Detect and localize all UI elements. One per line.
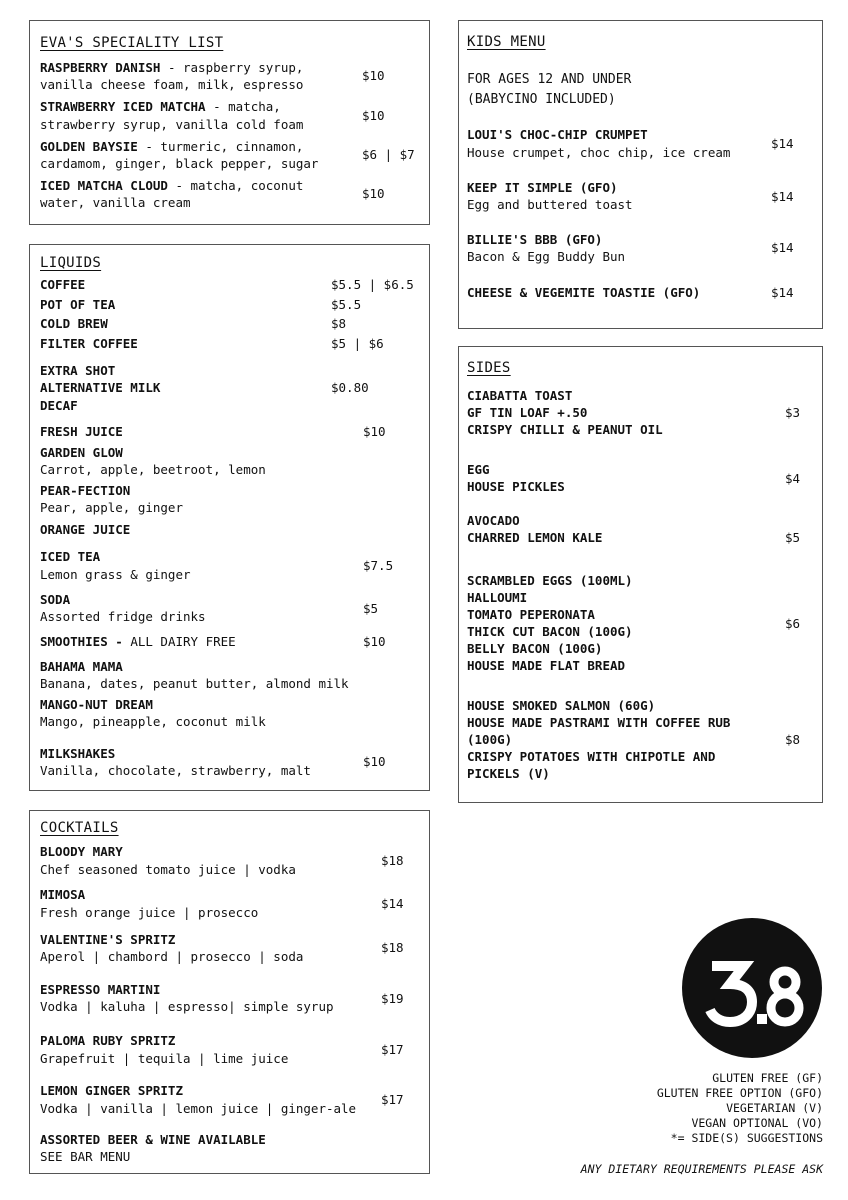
menu-item-price: $14 (771, 136, 794, 151)
side-item: HOUSE SMOKED SALMON (60G) (467, 698, 656, 713)
menu-item-name: ICED TEA (40, 549, 101, 564)
menu-item-desc: Vodka | vanilla | lemon juice | ginger-ale (40, 1101, 357, 1116)
menu-item-price: $4 (785, 471, 801, 486)
menu-item-price: $5 | $6 (331, 336, 384, 351)
side-item: CIABATTA TOAST (467, 388, 573, 403)
menu-item-price: $10 (362, 108, 385, 123)
dietary-legend (657, 1071, 823, 1146)
menu-item-name: BLOODY MARY (40, 844, 123, 859)
menu-item-name: GARDEN GLOW (40, 445, 123, 460)
menu-item-name: STRAWBERRY ICED MATCHA - matcha, (40, 99, 281, 114)
side-item: CHARRED LEMON KALE (467, 530, 603, 545)
menu-item-desc: Mango, pineapple, coconut milk (40, 714, 266, 729)
menu-item-desc: Aperol | chambord | prosecco | soda (40, 949, 304, 964)
menu-item-price: $19 (381, 991, 404, 1006)
side-item: HALLOUMI (467, 590, 528, 605)
menu-item-desc: Fresh orange juice | prosecco (40, 905, 259, 920)
menu-item-desc: Bacon & Egg Buddy Bun (467, 249, 626, 264)
menu-item-desc: SEE BAR MENU (40, 1149, 131, 1164)
side-item: PICKELS (V) (467, 766, 550, 781)
menu-item-price: $14 (381, 896, 404, 911)
kids-section (458, 20, 823, 329)
menu-item-price: $8 (331, 316, 347, 331)
side-item: CRISPY POTATOES WITH CHIPOTLE AND (467, 749, 716, 764)
side-item: SCRAMBLED EGGS (100ML) (467, 573, 633, 588)
menu-item-desc: Vodka | kaluha | espresso| simple syrup (40, 999, 334, 1014)
side-item: TOMATO PEPERONATA (467, 607, 595, 622)
menu-item-name: PEAR-FECTION (40, 483, 131, 498)
menu-item-price: $10 (363, 754, 386, 769)
side-item: CRISPY CHILLI & PEANUT OIL (467, 422, 663, 437)
menu-item-price: $6 | $7 (362, 147, 415, 162)
menu-item-price: $17 (381, 1092, 404, 1107)
menu-item-desc: Carrot, apple, beetroot, lemon (40, 462, 266, 477)
menu-item-price: $7.5 (363, 558, 394, 573)
legend-item: *= SIDE(S) SUGGESTIONS (670, 1131, 823, 1145)
menu-item-name: DECAF (40, 398, 78, 413)
menu-item-price: $3 (785, 405, 801, 420)
menu-item-name: KEEP IT SIMPLE (GFO) (467, 180, 618, 195)
legend-item: GLUTEN FREE (GF) (712, 1071, 823, 1085)
menu-item-desc: Egg and buttered toast (467, 197, 633, 212)
menu-item-price: $17 (381, 1042, 404, 1057)
side-item: BELLY BACON (100G) (467, 641, 603, 656)
kids-note: FOR AGES 12 AND UNDER (467, 72, 632, 87)
menu-item-desc: vanilla cheese foam, milk, espresso (40, 77, 304, 92)
menu-item-name: GOLDEN BAYSIE - turmeric, cinnamon, (40, 139, 304, 154)
menu-item-desc: Assorted fridge drinks (40, 609, 206, 624)
menu-item-name: FILTER COFFEE (40, 336, 138, 351)
menu-item-name: BILLIE'S BBB (GFO) (467, 232, 603, 247)
sides-title: SIDES (467, 360, 511, 376)
menu-item-desc: cardamom, ginger, black pepper, sugar (40, 156, 319, 171)
menu-item-price: $0.80 (331, 380, 369, 395)
menu-item-desc: Pear, apple, ginger (40, 500, 183, 515)
side-item: GF TIN LOAF +.50 (467, 405, 588, 420)
menu-item-price: $5.5 | $6.5 (331, 277, 414, 292)
menu-item-desc: Vanilla, chocolate, strawberry, malt (40, 763, 311, 778)
menu-item-price: $14 (771, 189, 794, 204)
kids-note: (BABYCINO INCLUDED) (467, 92, 616, 107)
menu-item-name: VALENTINE'S SPRITZ (40, 932, 176, 947)
side-item: HOUSE PICKLES (467, 479, 565, 494)
menu-item-name: CHEESE & VEGEMITE TOASTIE (GFO) (467, 285, 701, 300)
menu-item-name: RASPBERRY DANISH - raspberry syrup, (40, 60, 304, 75)
legend-item: VEGAN OPTIONAL (VO) (691, 1116, 823, 1130)
menu-item-name: ESPRESSO MARTINI (40, 982, 161, 997)
menu-item-name: MIMOSA (40, 887, 86, 902)
menu-item-name: LEMON GINGER SPRITZ (40, 1083, 183, 1098)
liquids-title: LIQUIDS (40, 255, 102, 271)
menu-item-price: $10 (363, 634, 386, 649)
side-item: HOUSE MADE PASTRAMI WITH COFFEE RUB (467, 715, 731, 730)
menu-item-price: $18 (381, 940, 404, 955)
menu-item-desc: Chef seasoned tomato juice | vodka (40, 862, 296, 877)
side-item: HOUSE MADE FLAT BREAD (467, 658, 626, 673)
menu-item-name: ICED MATCHA CLOUD - matcha, coconut (40, 178, 304, 193)
menu-item-price: $14 (771, 240, 794, 255)
menu-item-desc: House crumpet, choc chip, ice cream (467, 145, 731, 160)
menu-item-name: LOUI'S CHOC-CHIP CRUMPET (467, 127, 648, 142)
menu-item-price: $10 (362, 68, 385, 83)
menu-item-name: FRESH JUICE (40, 424, 123, 439)
menu-item-price: $10 (362, 186, 385, 201)
menu-item-name: COFFEE (40, 277, 86, 292)
menu-item-price: $18 (381, 853, 404, 868)
menu-item-name: PALOMA RUBY SPRITZ (40, 1033, 176, 1048)
menu-item-name: EXTRA SHOT (40, 363, 116, 378)
legend-item: GLUTEN FREE OPTION (GFO) (656, 1086, 823, 1100)
menu-item-name: COLD BREW (40, 316, 108, 331)
menu-item-name: POT OF TEA (40, 297, 116, 312)
speciality-title: EVA'S SPECIALITY LIST (40, 35, 224, 51)
menu-item-price: $10 (363, 424, 386, 439)
menu-item-price: $5 (785, 530, 801, 545)
logo-mark (682, 918, 822, 1058)
legend-item: VEGETARIAN (V) (726, 1101, 823, 1115)
menu-item-name: MILKSHAKES (40, 746, 116, 761)
menu-item-name: SODA (40, 592, 71, 607)
menu-item-name: BAHAMA MAMA (40, 659, 123, 674)
menu-item-desc: strawberry syrup, vanilla cold foam (40, 117, 304, 132)
menu-item-name: ORANGE JUICE (40, 522, 131, 537)
side-item: AVOCADO (467, 513, 520, 528)
menu-item-desc: Grapefruit | tequila | lime juice (40, 1051, 289, 1066)
kids-title: KIDS MENU (467, 34, 546, 50)
menu-item-price: $5.5 (331, 297, 362, 312)
menu-item-price: $14 (771, 285, 794, 300)
brand-logo (682, 918, 822, 1058)
dietary-footer-note: ANY DIETARY REQUIREMENTS PLEASE ASK (580, 1162, 823, 1176)
menu-item-name: MANGO-NUT DREAM (40, 697, 153, 712)
menu-item-desc: Banana, dates, peanut butter, almond milk (40, 676, 349, 691)
cocktails-title: COCKTAILS (40, 820, 119, 836)
menu-item-name: ASSORTED BEER & WINE AVAILABLE (40, 1132, 266, 1147)
menu-item-price: $6 (785, 616, 801, 631)
side-item: EGG (467, 462, 490, 477)
side-item: THICK CUT BACON (100G) (467, 624, 633, 639)
menu-item-name: ALTERNATIVE MILK (40, 380, 161, 395)
menu-item-price: $5 (363, 601, 379, 616)
side-item: (100G) (467, 732, 513, 747)
menu-item-desc: Lemon grass & ginger (40, 567, 191, 582)
menu-item-desc: water, vanilla cream (40, 195, 191, 210)
menu-item-price: $8 (785, 732, 801, 747)
menu-item-name: SMOOTHIES - ALL DAIRY FREE (40, 634, 236, 649)
